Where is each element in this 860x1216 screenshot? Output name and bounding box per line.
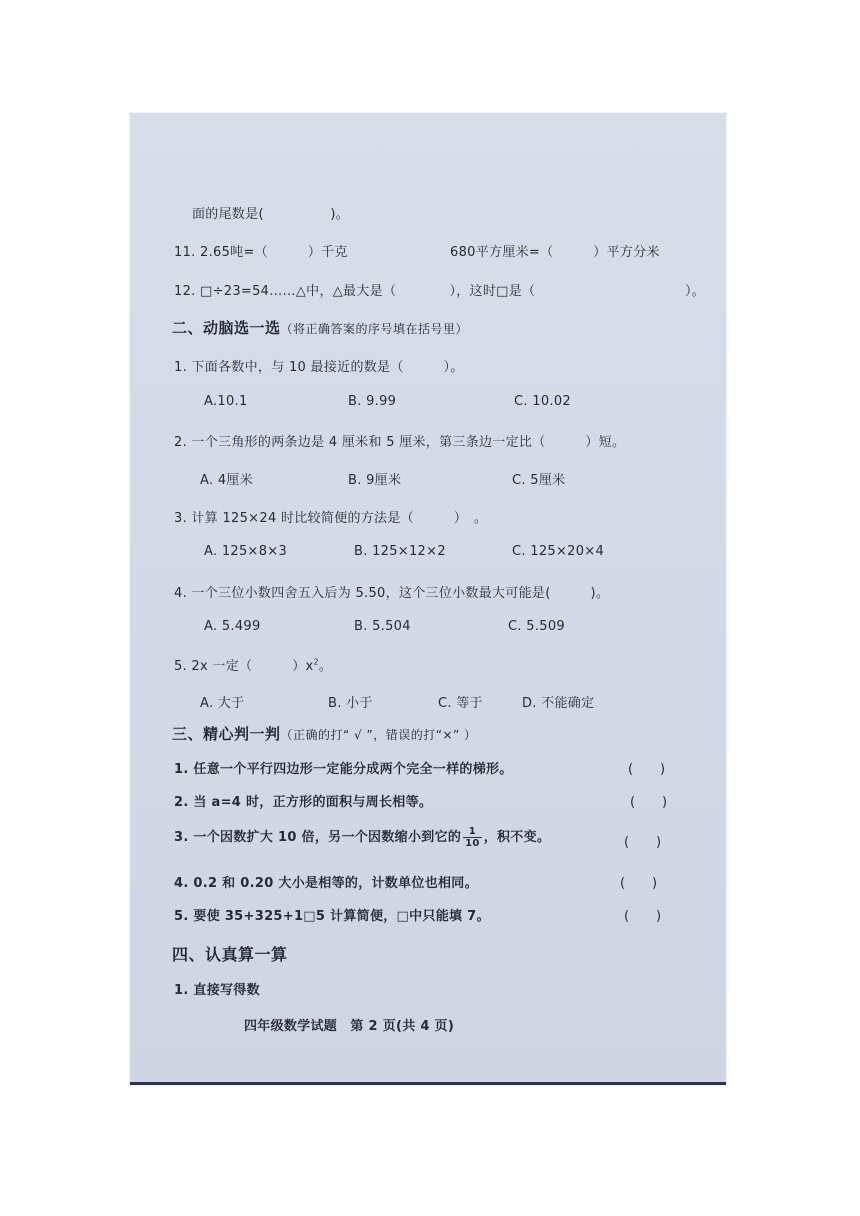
s2-q2-opt-c: C. 5厘米	[512, 473, 566, 488]
s3-q3-fraction	[463, 826, 482, 849]
s2-q3: 3. 计算 125×24 时比较简便的方法是（ ） 。	[174, 511, 488, 526]
s2-q5-opt-d: D. 不能确定	[522, 696, 595, 711]
s3-q3-text: 3. 一个因数扩大 10 倍，另一个因数缩小到它的	[174, 830, 462, 845]
s3-q3-end: ，积不变。	[483, 830, 551, 845]
s2-q4-opt-c: C. 5.509	[508, 619, 565, 634]
s2-q2-opt-b: B. 9厘米	[348, 473, 402, 488]
section2-title: 二、动脑选一选	[172, 319, 281, 337]
section2-note: （将正确答案的序号填在括号里）	[280, 322, 469, 336]
s2-q5-end: 。	[318, 659, 333, 674]
s4-q1: 1. 直接写得数	[174, 983, 260, 998]
s2-q1: 1. 下面各数中，与 10 最接近的数是（ ）。	[174, 360, 464, 375]
s2-q5-opt-c: C. 等于	[438, 696, 483, 711]
s2-q5-opt-b: B. 小于	[328, 696, 373, 711]
q11-left: 11. 2.65吨=（ ）千克	[174, 245, 348, 260]
fraction-denominator: 10	[465, 838, 480, 849]
s3-q2: 2. 当 a=4 时，正方形的面积与周长相等。	[174, 795, 433, 810]
s2-q2-opt-a: A. 4厘米	[200, 473, 254, 488]
s2-q4: 4. 一个三位小数四舍五入后为 5.50，这个三位小数最大可能是( )。	[174, 586, 610, 601]
s3-q4: 4. 0.2 和 0.20 大小是相等的，计数单位也相同。	[174, 876, 478, 891]
s2-q1-opt-c: C. 10.02	[514, 394, 571, 409]
section3-title: 三、精心判一判	[172, 725, 281, 743]
s2-q4-opt-a: A. 5.499	[204, 619, 261, 634]
section2-heading	[172, 317, 468, 338]
s3-q1-paren: ( )	[628, 762, 666, 777]
page-footer: 四年级数学试题 第 2 页(共 4 页)	[244, 1019, 455, 1034]
s2-q1-opt-a: A.10.1	[204, 394, 248, 409]
s3-q5-paren: ( )	[624, 909, 662, 924]
q12-text: 12. □÷23=54……△中，△最大是（ ），这时□是（	[174, 284, 536, 299]
fraction-numerator: 1	[463, 826, 482, 838]
s2-q5	[174, 655, 332, 674]
s2-q5-text: 5. 2x 一定（ ）x	[174, 659, 314, 674]
s2-q2: 2. 一个三角形的两条边是 4 厘米和 5 厘米，第三条边一定比（ ）短。	[174, 435, 626, 450]
s3-q3	[174, 826, 550, 849]
section3-note: （正确的打“ √ ”，错误的打“×” ）	[280, 728, 477, 742]
continued-line: 面的尾数是( )。	[192, 207, 350, 222]
s2-q3-opt-b: B. 125×12×2	[354, 544, 446, 559]
q11-right: 680平方厘米=（ ）平方分米	[450, 245, 660, 260]
section3-heading	[172, 723, 477, 744]
s3-q1: 1. 任意一个平行四边形一定能分成两个完全一样的梯形。	[174, 762, 513, 777]
s2-q1-opt-b: B. 9.99	[348, 394, 397, 409]
exam-paper	[130, 113, 726, 1085]
s2-q4-opt-b: B. 5.504	[354, 619, 411, 634]
s3-q2-paren: ( )	[630, 795, 668, 810]
s3-q5: 5. 要使 35+325+1□5 计算简便，□中只能填 7。	[174, 909, 490, 924]
s2-q5-exponent: 2	[313, 657, 319, 667]
s3-q4-paren: ( )	[620, 876, 658, 891]
section4-title: 四、认真算一算	[172, 945, 288, 964]
s2-q3-opt-a: A. 125×8×3	[204, 544, 288, 559]
s2-q5-opt-a: A. 大于	[200, 696, 245, 711]
s3-q3-paren: ( )	[624, 835, 662, 850]
s2-q3-opt-c: C. 125×20×4	[512, 544, 605, 559]
q12-end: ）。	[685, 284, 706, 299]
